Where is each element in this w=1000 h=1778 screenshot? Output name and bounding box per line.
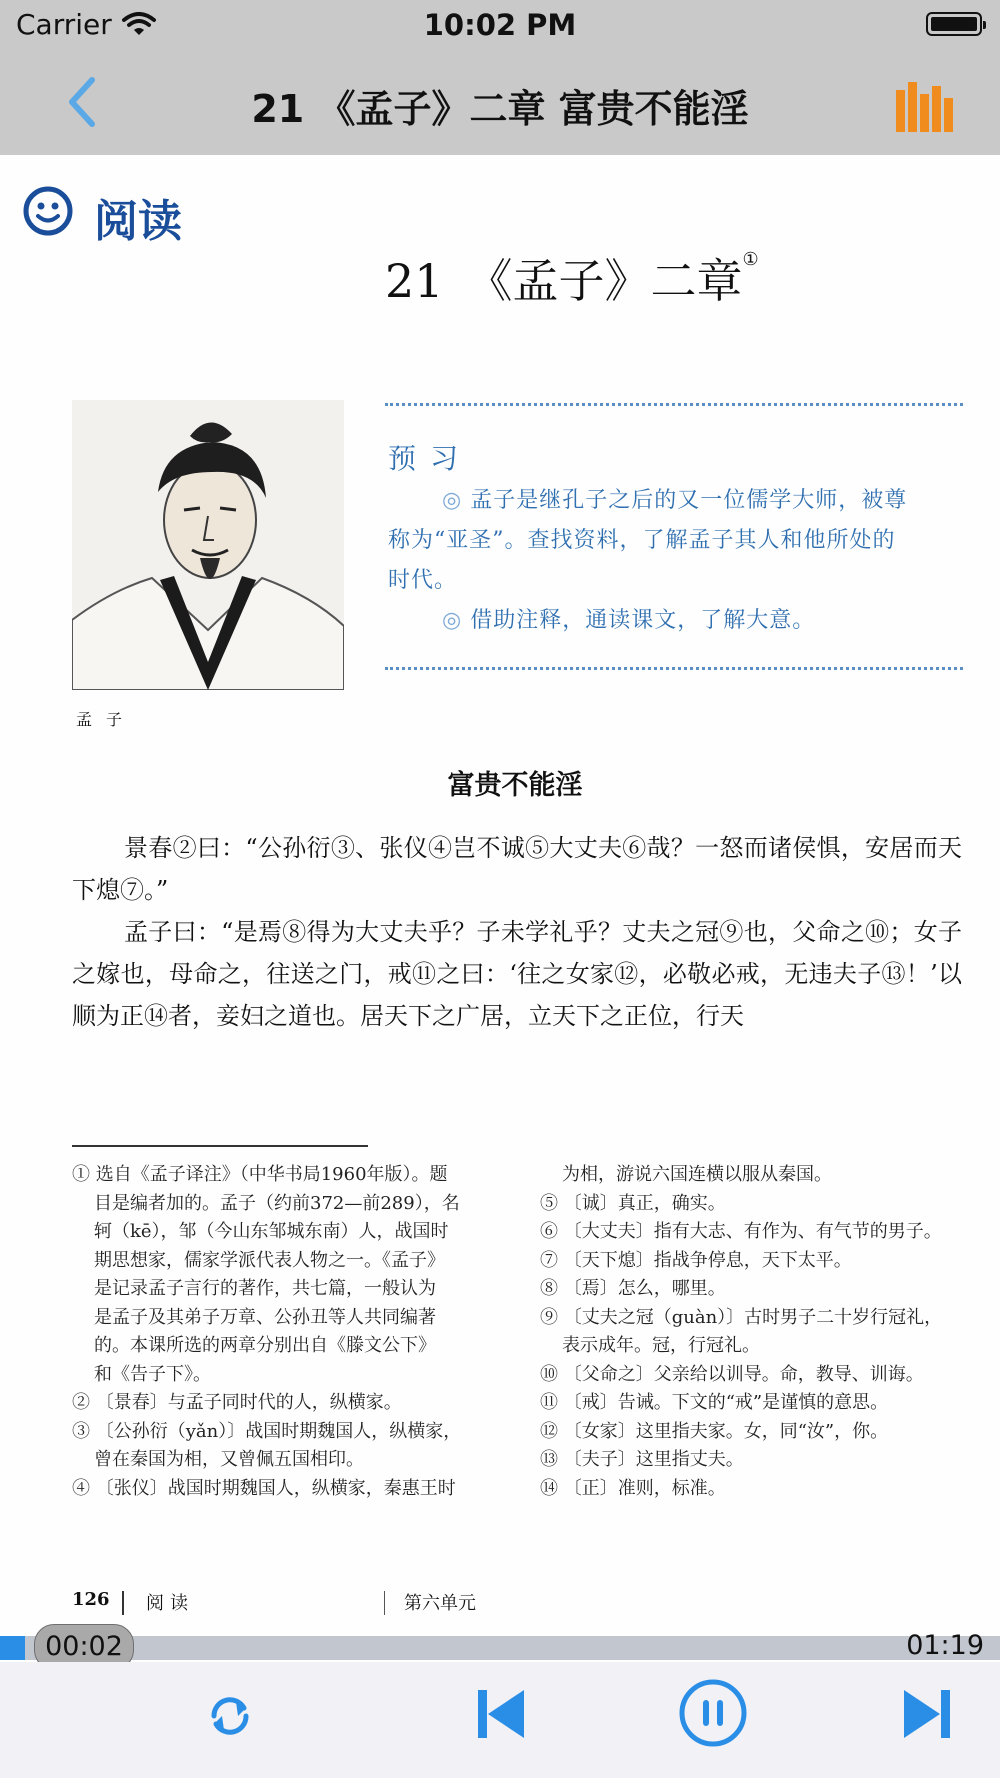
footnote-line: ⑤ 〔诚〕真正，确实。: [540, 1192, 726, 1214]
carrier-label: Carrier: [16, 8, 112, 41]
total-time: 01:19: [906, 1630, 984, 1661]
footer-unit: 第六单元: [404, 1593, 476, 1614]
preview-heading: 预习: [388, 442, 473, 475]
footnote-line: ⑪ 〔戒〕告诫。下文的“戒”是谨慎的意思。: [540, 1392, 889, 1413]
paragraph: 景春②曰：“公孙衍③、张仪④岂不诚⑤大丈夫⑥哉？一怒而诸侯惧，安居而天下熄⑦。”: [72, 834, 962, 904]
portrait-caption: 孟子: [76, 710, 137, 729]
preview-item: [388, 481, 964, 601]
footnote-line: ③ 〔公孙衍（yǎn）〕战国时期魏国人，纵横家，: [72, 1420, 462, 1442]
footnote-line: 曾在秦国为相，又曾佩五国相印。: [94, 1449, 364, 1470]
footnote-line: ⑬ 〔夫子〕这里指丈夫。: [540, 1449, 744, 1470]
section-label: 阅读: [94, 196, 182, 247]
preview-top-divider: [385, 403, 963, 406]
preview-item: [388, 601, 964, 641]
footnotes-left: [72, 1161, 500, 1503]
page-title: 21 《孟子》二章 富贵不能淫: [251, 87, 749, 131]
player-controls: [0, 1662, 1000, 1778]
lesson-title: [385, 245, 759, 311]
footnote-line: 轲（kē），邹（今山东邹城东南）人，战国时: [94, 1221, 449, 1242]
footer-divider: [384, 1591, 385, 1615]
footnote-line: ⑫ 〔女家〕这里指夫家。女，同“汝”，你。: [540, 1420, 889, 1442]
footnote-line: ⑨ 〔丈夫之冠（guàn）〕古时男子二十岁行冠礼，: [540, 1306, 943, 1328]
preview-bottom-divider: [385, 667, 963, 670]
lesson-title-footnote-mark: ①: [742, 249, 759, 270]
pause-icon[interactable]: [678, 1678, 748, 1748]
next-track-icon[interactable]: [902, 1688, 952, 1740]
footnote-line: ② 〔景春〕与孟子同时代的人，纵横家。: [72, 1392, 402, 1413]
footnote-line: ① 选自《孟子译注》（中华书局1960年版）。题: [72, 1164, 448, 1185]
footnote-line: 是孟子及其弟子万章、公孙丑等人共同编著: [94, 1306, 436, 1328]
footer-section: 阅读: [146, 1593, 194, 1614]
repeat-icon[interactable]: [206, 1692, 254, 1740]
paragraph: 孟子曰：“是焉⑧得为大丈夫乎？子未学礼乎？丈夫之冠⑨也，父命之⑩；女子之嫁也，母命之，往送之门，戒⑪之曰：‘往之女家⑫，必敬必戒，无违夫子⑬！’以顺为正⑭者，妾妇之道也。居天下之广居，立天下之正位，行天: [72, 918, 962, 1030]
essay-body: [72, 827, 962, 1037]
footnote-line: 和《告子下》。: [94, 1363, 211, 1385]
status-time: 10:02 PM: [423, 8, 577, 42]
previous-track-icon[interactable]: [476, 1688, 526, 1740]
textbook-page: [0, 155, 1000, 1635]
mencius-portrait: [72, 400, 344, 690]
footnote-line: ⑩ 〔父命之〕父亲给以训导。命，教导、训诲。: [540, 1363, 924, 1385]
preview-line: 借助注释，通读课文，了解大意。: [470, 608, 816, 633]
footnote-line: 是记录孟子言行的著作，共七篇，一般认为: [94, 1278, 436, 1299]
footnote-rule: [72, 1145, 368, 1147]
smiley-icon: [22, 185, 74, 237]
footnote-line: ⑧ 〔焉〕怎么，哪里。: [540, 1278, 726, 1299]
progress-slider[interactable]: [0, 1636, 1000, 1660]
chevron-left-icon[interactable]: [62, 72, 102, 132]
footnote-line: 期思想家，儒家学派代表人物之一。《孟子》: [94, 1249, 445, 1271]
preview-line: 孟子是继孔子之后的又一位儒学大师，被尊: [470, 488, 908, 513]
lesson-title-text: 21 《孟子》二章: [385, 254, 743, 308]
battery-icon: [926, 12, 982, 36]
footnote-line: ⑭ 〔正〕准则，标准。: [540, 1477, 726, 1499]
footnote-line: 表示成年。冠，行冠礼。: [562, 1335, 760, 1356]
footnote-line: ④ 〔张仪〕战国时期魏国人，纵横家，秦惠王时: [72, 1477, 456, 1499]
top-bar: [0, 0, 1000, 155]
status-bar: [0, 0, 1000, 50]
circle-bullet-icon: ◎: [442, 608, 463, 633]
preview-line: 时代。: [388, 568, 458, 593]
progress-fill: [0, 1636, 25, 1660]
footnote-line: ⑦ 〔天下熄〕指战争停息，天下太平。: [540, 1249, 852, 1271]
footnotes-right: [540, 1161, 970, 1503]
essay-title: 富贵不能淫: [447, 770, 583, 801]
bars-icon[interactable]: [896, 80, 954, 132]
footnote-line: 为相，游说六国连横以服从秦国。: [562, 1164, 832, 1185]
footnote-line: 的。本课所选的两章分别出自《滕文公下》: [94, 1335, 436, 1356]
footer-divider: [122, 1591, 124, 1615]
preview-line: 称为“亚圣”。查找资料，了解孟子其人和他所处的: [388, 528, 896, 553]
footnote-line: 目是编者加的。孟子（约前372—前289），名: [94, 1192, 460, 1214]
footnote-line: ⑥ 〔大丈夫〕指有大志、有作为、有气节的男子。: [540, 1221, 942, 1242]
page-footer: [72, 1589, 962, 1619]
circle-bullet-icon: ◎: [442, 488, 463, 513]
current-time-thumb[interactable]: 00:02: [34, 1624, 134, 1670]
page-number: 126: [72, 1589, 110, 1610]
